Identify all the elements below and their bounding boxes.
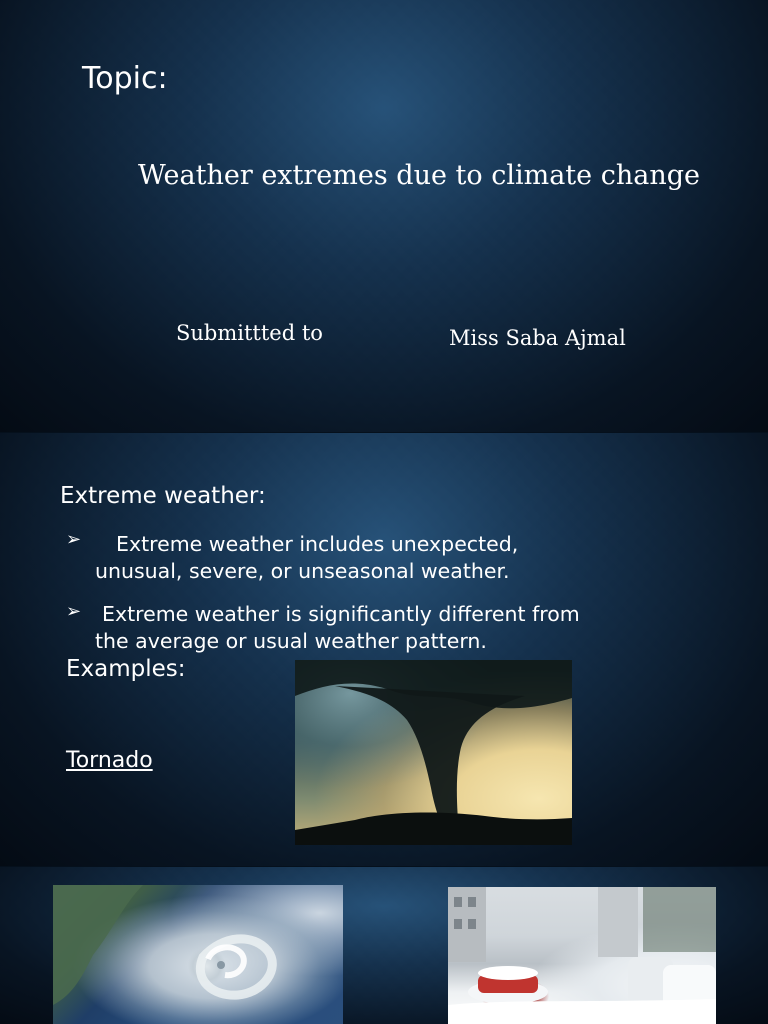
tornado-link[interactable]: Tornado xyxy=(66,748,153,773)
slide-heading: Extreme weather: xyxy=(60,483,266,509)
arrow-bullet-icon: ➢ xyxy=(66,601,82,622)
bullet-1-line-1: Extreme weather includes unexpected, xyxy=(116,532,519,556)
bullet-1-line-2: unusual, severe, or unseasonal weather. xyxy=(95,559,510,583)
snowy-street-graphic xyxy=(448,887,716,1024)
tornado-photo xyxy=(295,660,572,845)
submitted-to-name: Miss Saba Ajmal xyxy=(449,326,626,350)
topic-label: Topic: xyxy=(82,61,168,96)
extreme-weather-slide xyxy=(0,433,768,866)
hurricane-satellite-photo xyxy=(53,885,343,1024)
examples-photos-slide xyxy=(0,867,768,1024)
submitted-to-label: Submittted to xyxy=(176,321,323,345)
title-slide xyxy=(0,0,768,432)
arrow-bullet-icon: ➢ xyxy=(66,529,82,550)
snowstorm-street-photo xyxy=(448,887,716,1024)
bullet-2-line-1: Extreme weather is significantly different from xyxy=(102,602,580,626)
bullet-2-line-2: the average or usual weather pattern. xyxy=(95,629,487,653)
slide-title: Weather extremes due to climate change xyxy=(138,160,700,191)
examples-label: Examples: xyxy=(66,656,186,682)
tornado-funnel-graphic xyxy=(295,660,572,845)
hurricane-spiral-graphic xyxy=(53,885,343,1024)
